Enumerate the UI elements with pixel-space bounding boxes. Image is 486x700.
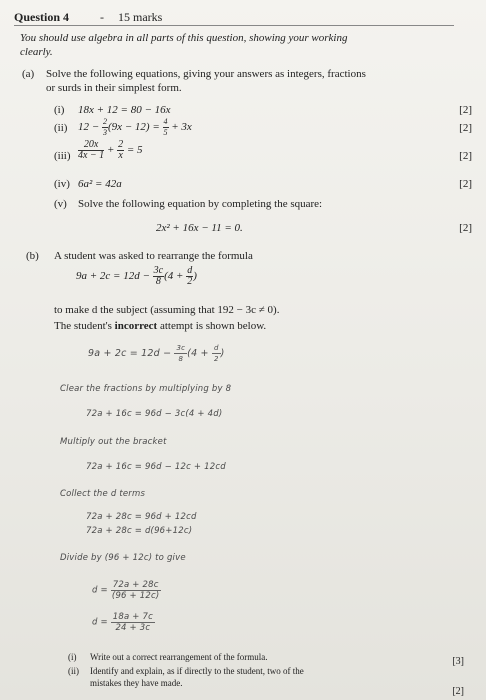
b-ii-mark: [2]: [452, 686, 464, 697]
part-b-text-1: A student was asked to rearrange the formula: [54, 250, 253, 262]
formula-frac-1: $\frac{3c}{8}$: [153, 265, 164, 287]
a-iv-equation: 6a² = 42a: [78, 178, 122, 190]
formula-left: 9a + 2c = 12d −: [76, 270, 150, 283]
part-a-label: (a): [22, 68, 35, 80]
a-iv-num: (iv): [54, 178, 70, 190]
a-iii-plus: +: [106, 144, 115, 157]
question-marks: 15 marks: [118, 10, 163, 24]
a-v-mark: [2]: [459, 222, 472, 234]
formula-frac-2: $\frac{d}{2}$: [187, 265, 193, 287]
work-step-1: Clear the fractions by multiplying by 8: [60, 384, 232, 394]
part-b-formula: [76, 266, 197, 287]
work-line-5: 72a + 28c = d(96+12c): [86, 526, 193, 536]
intro-line-2: clearly.: [20, 46, 53, 58]
a-iii-num: (iii): [54, 150, 71, 162]
header-dash: -: [100, 10, 104, 24]
a-iv-mark: [2]: [459, 178, 472, 190]
work-step-2: Multiply out the bracket: [60, 437, 167, 447]
a-v-text: Solve the following equation by completing the square:: [78, 198, 323, 210]
formula-open: (4 +: [164, 270, 184, 283]
a-v-equation: 2x² + 16x − 11 = 0.: [156, 222, 243, 234]
a-i-mark: [2]: [459, 104, 472, 116]
a-v-num: (v): [54, 198, 67, 210]
part-a-text-2: or surds in their simplest form.: [46, 82, 182, 94]
work-step-3: Collect the d terms: [60, 489, 146, 499]
work-line-2: 72a + 16c = 96d − 3c(4 + 4d): [86, 409, 223, 419]
b-i-mark: [3]: [452, 656, 464, 667]
a-ii-mark: [2]: [459, 122, 472, 134]
part-a-text-1: Solve the following equations, giving your answers as integers, fractions: [46, 68, 366, 80]
a-ii-end: + 3x: [168, 121, 192, 134]
header-rule: [14, 25, 454, 26]
part-b-text-2: to make d the subject (assuming that 192 − 3c ≠ 0).: [54, 304, 280, 316]
a-iii-end: = 5: [126, 144, 143, 157]
a-ii-frac-1: $\frac{2}{3}$: [102, 117, 107, 137]
work-frac-1: $\frac{3c}{8}$: [176, 344, 186, 363]
intro-line-1: You should use algebra in all parts of this question, showing your working: [20, 32, 348, 44]
work-line-6: d = $\frac{72a + 28c}{(96 + 12c)}$: [92, 580, 160, 601]
a-ii-start: 12 −: [78, 121, 102, 134]
work-frac-2: $\frac{d}{2}$: [213, 344, 219, 363]
a-i-equation: 18x + 12 = 80 − 16x: [78, 104, 171, 116]
a-iii-frac-1: $\frac{20x}{4x - 1}$: [78, 139, 105, 161]
work-frac-3: $\frac{72a + 28c}{(96 + 12c)}$: [111, 580, 160, 601]
part-b-text-3: The student's incorrect attempt is shown below.: [54, 320, 267, 332]
b-i-text: Write out a correct rearrangement of the formula.: [90, 652, 268, 662]
work-step-4: Divide by (96 + 12c) to give: [60, 553, 186, 563]
a-i-num: (i): [54, 104, 65, 116]
b-ii-num: (ii): [68, 666, 79, 676]
a-ii-num: (ii): [54, 122, 68, 134]
b-i-num: (i): [68, 652, 77, 662]
b-ii-text-1: Identify and explain, as if directly to the student, two of the: [90, 666, 304, 676]
a-ii-equation: [78, 117, 192, 138]
work-line-4: 72a + 28c = 96d + 12cd: [86, 512, 197, 522]
part-b-label: (b): [26, 250, 39, 262]
work-line-7: d = $\frac{18a + 7c}{24 + 3c}$: [92, 612, 153, 633]
a-iii-equation: [78, 140, 143, 161]
a-iii-frac-2: $\frac{2}{x}$: [118, 139, 124, 161]
work-line-1: 9a + 2c = 12d − $\frac{3c}{8}$ (4 + $\frac{d}{2}$ ): [88, 344, 225, 363]
a-ii-frac-2: $\frac{4}{5}$: [163, 117, 168, 137]
question-title: Question 4: [14, 10, 70, 24]
b-ii-text-2: mistakes they have made.: [90, 678, 183, 688]
a-ii-mid: (9x − 12) =: [107, 121, 163, 134]
work-frac-4: $\frac{18a + 7c}{24 + 3c}$: [112, 612, 153, 633]
formula-close: ): [193, 270, 197, 283]
a-iii-mark: [2]: [459, 150, 472, 162]
work-line-3: 72a + 16c = 96d − 12c + 12cd: [86, 462, 226, 472]
